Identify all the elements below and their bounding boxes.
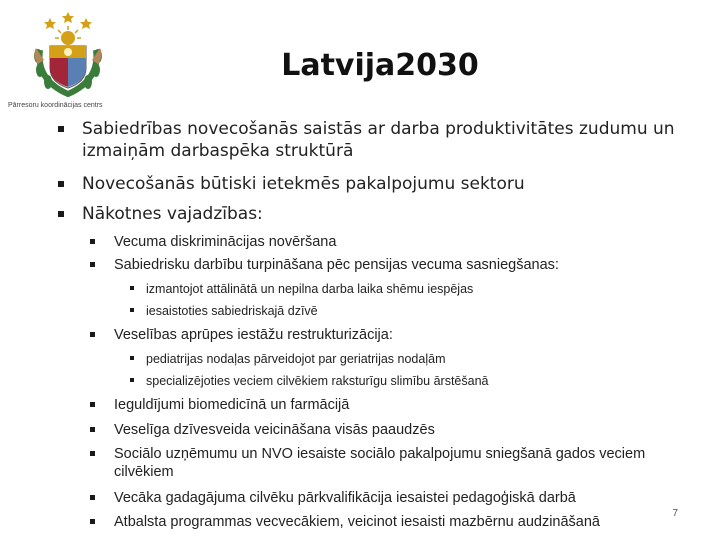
list-item: Vecāka gadagājuma cilvēku pārkvalifikācija iesaistei pedagoģiskā darbā <box>90 489 704 507</box>
list-item: Sociālo uzņēmumu un NVO iesaiste sociālo pakalpojumu sniegšanā gados veciem cilvēkiem <box>90 445 704 481</box>
list-item: pediatrijas nodaļas pārveidojot par geriatrijas nodaļām <box>130 351 686 367</box>
list-item: Veselīga dzīvesveida veicināšana visās paaudzēs <box>90 421 704 439</box>
list-item: Veselības aprūpes iestāžu restrukturizācija: <box>90 326 704 344</box>
list-item: Vecuma diskriminācijas novēršana <box>90 233 704 251</box>
list-item: Sabiedrisku darbību turpināšana pēc pensijas vecuma sasniegšanas: <box>90 256 704 274</box>
list-item: Novecošanās būtiski ietekmēs pakalpojumu sektoru <box>58 173 708 195</box>
list-item: Sabiedrības novecošanās saistās ar darba produktivitātes zudumu un izmaiņām darbaspēka struktūrā <box>58 118 708 162</box>
list-item: specializējoties veciem cilvēkiem raksturīgu slimību ārstēšanā <box>130 373 686 389</box>
slide-title: Latvija2030 <box>281 48 479 83</box>
logo-caption: Pārresoru koordinācijas centrs <box>8 102 103 109</box>
list-item: izmantojot attālinātā un nepilna darba laika shēmu iespējas <box>130 281 686 297</box>
list-item: Nākotnes vajadzības: <box>58 203 708 225</box>
list-item: Ieguldījumi biomedicīnā un farmācijā <box>90 396 704 414</box>
page-number: 7 <box>672 508 678 519</box>
list-item: Atbalsta programmas vecvecākiem, veicinot iesaisti mazbērnu audzināšanā <box>90 513 704 531</box>
list-item: iesaistoties sabiedriskajā dzīvē <box>130 303 686 319</box>
